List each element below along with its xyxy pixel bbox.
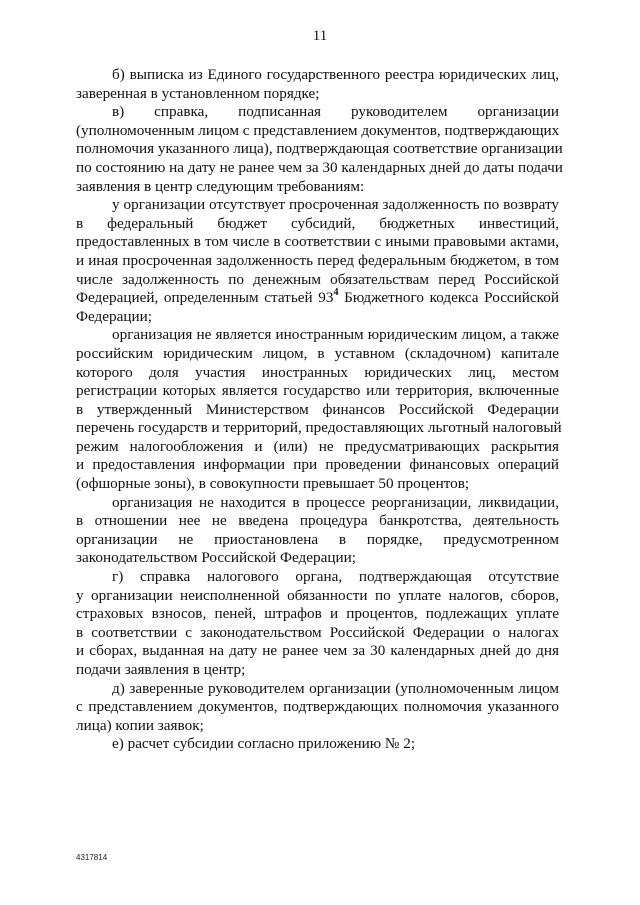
text-line [76,215,559,234]
text-line [76,605,559,624]
text-line [76,85,559,104]
text-line-content: полномочия указанного лица), подтверждающая соответствие организации [76,140,563,158]
text-line-content: и предоставления информации при проведении финансовых операций [76,456,559,474]
text-line-content: предоставленных в том числе в соответствии с иными правовыми актами, [76,233,559,251]
text-line-content: организация не является иностранным юридическим лицом, а также [112,326,559,344]
text-line-content: в отношении нее не введена процедура банкротства, деятельность [76,512,559,530]
text-line [76,140,563,159]
text-line-content: которого доля участия иностранных юридических лиц, местом [76,363,559,381]
text-line [76,196,559,215]
text-line-content: организация не находится в процессе реорганизации, ликвидации, [112,493,559,511]
text-line-content: у организации отсутствует просроченная задолженность по возврату [112,196,559,214]
text-line-content: лица) копии заявок; [76,716,204,734]
text-line [76,438,559,457]
text-line [76,326,559,345]
text-line-content: законодательством Российской Федерации; [76,549,356,567]
text-line [76,419,562,438]
text-line [76,475,559,494]
text-line [76,252,559,271]
text-line-content: перечень государств и территорий, предоставляющих льготный налоговый [76,419,562,437]
text-line [76,401,559,420]
text-line-content: г) справка налогового органа, подтверждающая отсутствие [112,568,559,586]
text-line [76,233,559,252]
text-line [76,122,559,141]
text-line [76,587,559,606]
text-line-continuation: Бюджетного кодекса Российской [338,289,559,307]
text-line-content: числе задолженность по денежным обязательствам перед Российской [76,270,559,288]
text-line-content: с представлением документов, подтверждающих полномочия указанного [76,698,559,716]
text-line [76,735,559,754]
text-line [76,717,559,736]
text-line [76,531,559,550]
text-line-content: российским юридическим лицом, в уставном (складочном) капитале [76,344,559,362]
text-line [76,158,563,178]
text-line [76,642,559,661]
text-line-content: в федеральный бюджет субсидий, бюджетных инвестиций, [76,214,559,232]
text-line-content: по состоянию на дату не ранее чем за 30 календарных дней до даты подачи [76,158,563,176]
text-line [76,289,559,308]
text-line-content: (офшорные зоны), в совокупности превышает 50 процентов; [76,475,470,493]
text-line-content: страховых взносов, пеней, штрафов и процентов, подлежащих уплате [76,605,559,623]
text-line-content: Федерации; [76,307,152,325]
document-code: 4317814 [76,853,108,862]
text-line-content: подачи заявления в центр; [76,661,246,678]
text-line [76,66,559,85]
document-body [76,66,563,754]
text-line-content: и сборах, выданная на дату не ранее чем за 30 календарных дней до дня [76,642,559,660]
text-line [76,680,559,699]
text-line [76,364,559,383]
text-line-content: у организации неисполненной обязанности по уплате налогов, сборов, [76,586,559,604]
text-line [76,456,559,475]
text-line [76,103,559,122]
text-line [76,624,559,643]
text-line-content: б) выписка из Единого государственного реестра юридических лиц, [112,66,559,83]
text-line [76,549,559,568]
text-line-content: в соответствии с законодательством Российской Федерации о налогах [76,623,559,641]
text-line-content: заверенная в установленном порядке; [76,84,320,102]
text-line-content: регистрации которых является государство или территория, включенные [76,382,559,400]
text-line [76,382,559,401]
text-line-content: в) справка, подписанная руководителем организации [112,103,559,121]
text-line-content: организации не приостановлена в порядке, предусмотренном [76,530,559,548]
text-line-content: заявления в центр следующим требованиям: [76,177,365,195]
text-line-content: режим налогообложения и (или) не предусматривающих раскрытия [76,437,559,455]
text-line-content: д) заверенные руководителем организации (уполномоченным лицом [112,679,559,697]
text-line-content: е) расчет субсидии согласно приложению № 2; [112,735,416,753]
text-line-content: в утвержденный Министерством финансов Российской Федерации [76,400,559,418]
text-line [76,345,559,364]
page-number: 11 [312,28,328,44]
text-line [76,178,559,197]
text-line-content: (уполномоченным лицом с представлением документов, подтверждающих [76,121,560,139]
text-line-content: Федерацией, определенным статьей 93 [76,289,334,307]
article-superscript: 4 [333,287,339,299]
text-line [76,661,559,680]
text-line [76,308,559,327]
text-line-content: и иная просроченная задолженность перед федеральным бюджетом, в том [76,251,559,269]
text-line [76,494,559,513]
text-line [76,271,559,290]
text-line [76,698,559,717]
text-line [76,512,559,531]
text-line [76,568,559,587]
